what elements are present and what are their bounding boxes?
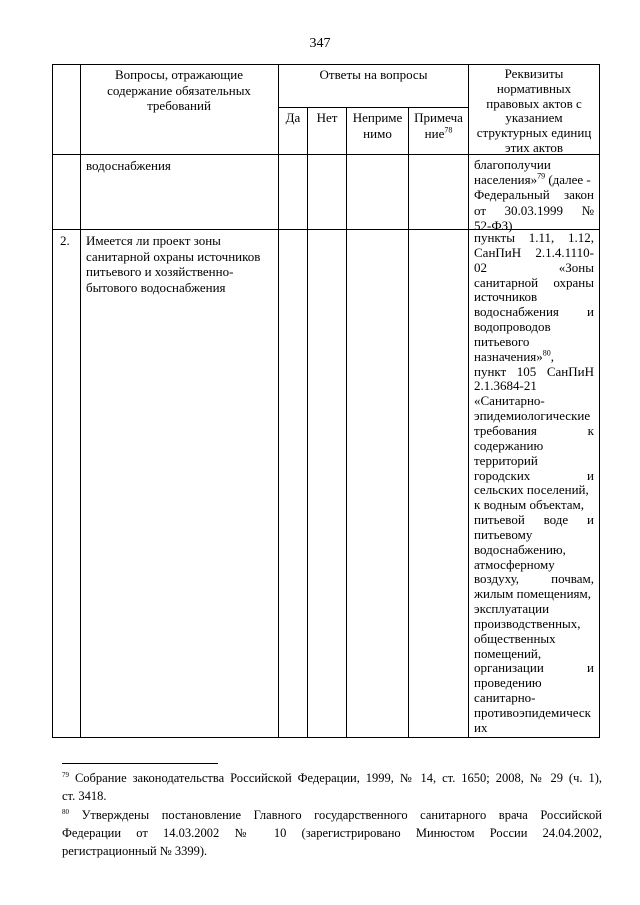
footnote-ref-80: 80 xyxy=(542,348,551,358)
footnote-80: $^{80}$ Утверждены постановление Главного государственного санитарного врача Российской Федерации от 14.03.2002 № 10 (зарегистрировано Минюстом России 24.04.2002, регистрационный № 3399). xyxy=(62,807,602,858)
header-answers: Ответы на вопросы xyxy=(319,67,428,82)
header-yes: Да xyxy=(285,110,301,125)
row2-requisites: пункты 1.11, 1.12, СанПиН 2.1.4.1110- 02 «Зоны санитарной охраны источников водоснабжения и водопроводов питьевого назначения»$^{80}$, пункт 105 СанПиН 2.1.3684-21 «Санитарно- эпидемиологические требования к содержанию территорий городских и сельских поселений, к водным объектам, питьевой воде и питьевому водоснабжению, атмосферному воздуху, почвам, жилым помещениям, эксплуатации производственных, общественных помещений, организации и проведению санитарно- противоэпидемическ их xyxy=(474,230,594,735)
row-cont-question: водоснабжения xyxy=(86,158,171,173)
header-questions: Вопросы, отражающие содержание обязательных требований xyxy=(107,67,251,113)
header-no: Нет xyxy=(316,110,338,125)
row-cont-requisites: благополучии населения»$^{79}$ (далее - Федеральный закон от 30.03.1999 № 52-ФЗ) xyxy=(474,157,594,233)
header-not-applicable: Неприме нимо xyxy=(352,110,403,141)
header-requisites: Реквизиты нормативных правовых актов с указанием структурных единиц этих актов xyxy=(476,66,592,155)
page-number: 347 xyxy=(309,36,331,51)
footnote-ref-78: 78 xyxy=(444,125,453,135)
row2-number: 2. xyxy=(60,233,70,248)
footnote-separator xyxy=(62,763,218,764)
row2-question: Имеется ли проект зоны санитарной охраны источников питьевого и хозяйственно- бытового водоснабжения xyxy=(86,233,261,295)
footnote-79: $^{79}$ Собрание законодательства Российской Федерации, 1999, № 14, ст. 1650; 2008, № 29 (ч. 1), ст. 3418. xyxy=(62,770,602,803)
footnote-ref-79: 79 xyxy=(537,171,546,181)
header-note: Примеча ние$^{78}$ xyxy=(414,110,463,141)
